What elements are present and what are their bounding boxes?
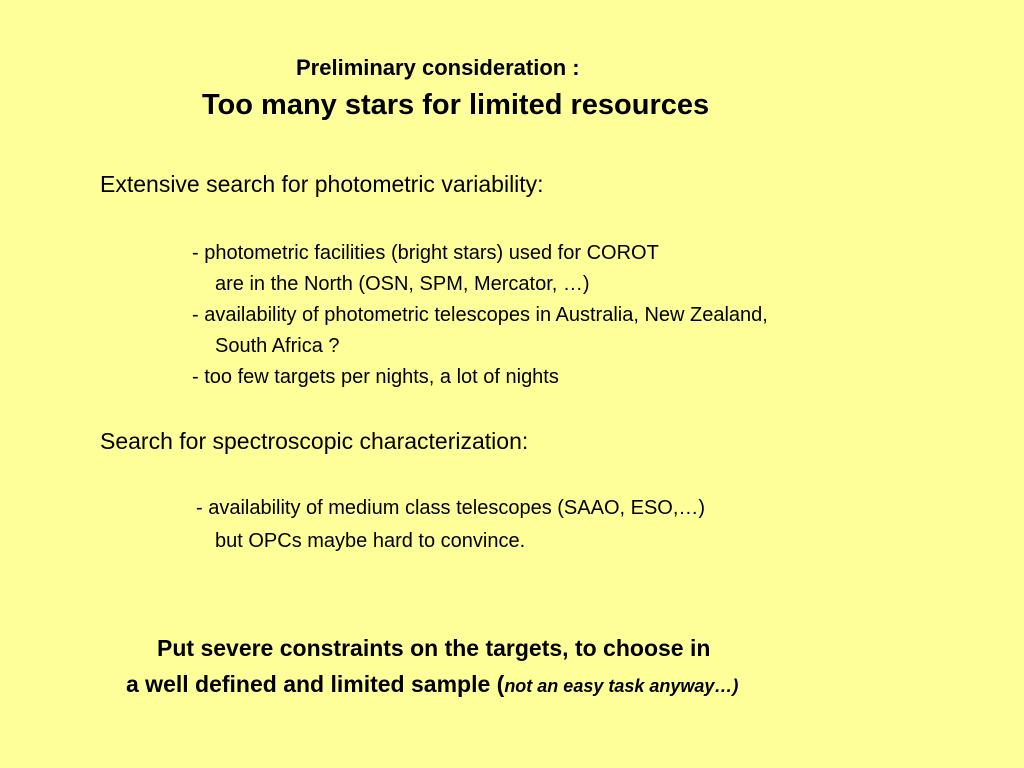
photometry-bullet-facilities: - photometric facilities (bright stars) used for COROT	[192, 242, 659, 264]
photometry-bullet-targets: - too few targets per nights, a lot of nights	[192, 366, 559, 388]
photometry-bullet-availability: - availability of photometric telescopes in Australia, New Zealand,	[192, 304, 768, 326]
conclusion-line-1: Put severe constraints on the targets, to choose in	[157, 635, 711, 661]
photometry-bullet-facilities-continued: are in the North (OSN, SPM, Mercator, …)	[215, 273, 590, 295]
conclusion-line-2	[126, 673, 738, 696]
pre-title: Preliminary consideration :	[296, 55, 580, 80]
spectroscopy-bullet-telescopes: - availability of medium class telescopes (SAAO, ESO,…)	[196, 497, 706, 519]
photometry-bullet-availability-continued: South Africa ?	[215, 335, 340, 357]
conclusion-line-2-text: a well defined and limited sample (	[126, 671, 505, 697]
page-title: Too many stars for limited resources	[202, 89, 710, 121]
photometry-heading: Extensive search for photometric variability:	[100, 171, 544, 197]
spectroscopy-bullet-telescopes-continued: but OPCs maybe hard to convince.	[215, 530, 526, 552]
conclusion-line-2-italic: not an easy task anyway…)	[504, 676, 739, 696]
spectroscopy-heading: Search for spectroscopic characterization:	[100, 428, 529, 454]
